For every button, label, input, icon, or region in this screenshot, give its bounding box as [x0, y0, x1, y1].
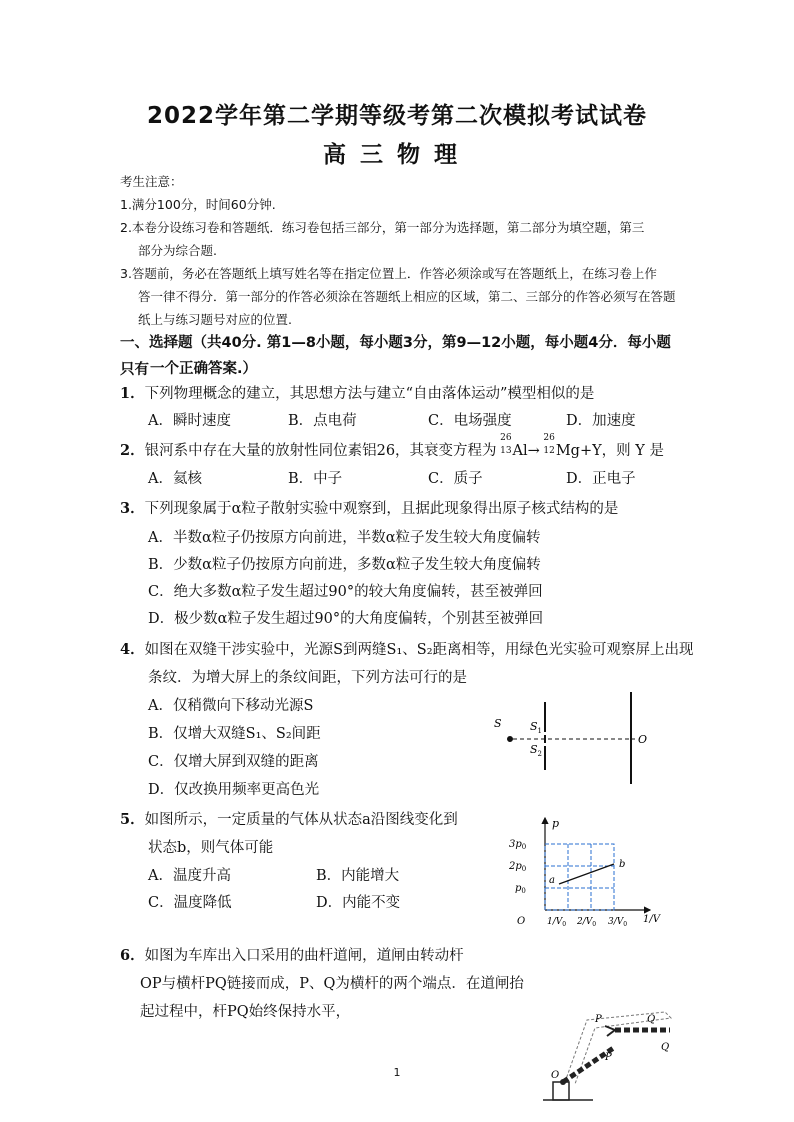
- option-b[interactable]: B．中子: [288, 471, 343, 487]
- label-s2: [530, 743, 542, 758]
- y-tick-2p0-text: 2p: [509, 861, 522, 872]
- label-s1-letter: S: [530, 720, 538, 733]
- x-tick-1v0-text: 1/V: [547, 917, 563, 927]
- notice-item-3: 3.答题前，务必在答题纸上填写姓名等在指定位置上．作答必须涂或写在答题纸上，在练习卷上作: [120, 266, 657, 281]
- option-a[interactable]: A．氦核: [148, 471, 202, 487]
- y-tick-2p0-sub: 0: [521, 865, 527, 873]
- question-1: [120, 380, 594, 408]
- question-number: 5．: [120, 811, 145, 828]
- question-6-stem-cont2: 起过程中，杆PQ始终保持水平，: [140, 1004, 351, 1020]
- question-number: 4．: [120, 641, 145, 658]
- light-source-point: [507, 736, 513, 742]
- al-isotope-indices: [497, 433, 513, 456]
- question-5-options-row1: [148, 862, 399, 890]
- y-tick-p0: [515, 883, 526, 895]
- option-a[interactable]: A．温度升高: [148, 868, 231, 884]
- al-mass-number: 26: [500, 433, 512, 443]
- x-tick-1v0-sub: 0: [562, 921, 567, 928]
- option-b[interactable]: B．少数α粒子仍按原方向前进，多数α粒子发生较大角度偏转: [148, 557, 541, 573]
- section-heading: 一、选择题（共40分. 第1—8小题，每小题3分，第9—12小题，每小题4分．每小题只有: [120, 335, 671, 378]
- x-tick-3v0: [608, 917, 627, 928]
- mg-isotope-indices: [540, 433, 556, 456]
- option-b[interactable]: B．仅增大双缝S₁、S₂间距: [148, 726, 321, 742]
- label-s1: [530, 720, 542, 735]
- mg-symbol-rest: Mg+Y，则 Y 是: [555, 443, 664, 459]
- notice-item-2-cont: 部分为综合题.: [138, 243, 217, 258]
- y-tick-3p0-sub: 0: [521, 843, 527, 851]
- option-d[interactable]: D．内能不变: [316, 895, 401, 911]
- state-line-a-b: [559, 864, 614, 884]
- option-a[interactable]: A．瞬时速度: [148, 413, 231, 429]
- question-stem: 如图所示，一定质量的气体从状态a沿图线变化到: [144, 812, 458, 828]
- y-tick-3p0-text: 3p: [509, 839, 522, 850]
- crossbar-joint: [605, 1026, 615, 1036]
- origin-label: O: [517, 916, 526, 927]
- question-4: [120, 636, 694, 664]
- label-s1-subscript: 1: [537, 727, 543, 735]
- option-b[interactable]: B．内能增大: [316, 868, 400, 884]
- y-tick-3p0: [509, 839, 526, 851]
- question-stem: 下列现象属于α粒子散射实验中观察到，且据此现象得出原子核式结构的是: [144, 501, 619, 517]
- y-tick-2p0: [508, 861, 526, 873]
- question-number: 3．: [120, 500, 145, 517]
- point-a-label: a: [549, 875, 555, 886]
- exam-title: 2022学年第二学期等级考第二次模拟考试试卷: [146, 103, 647, 129]
- question-5: [120, 806, 458, 834]
- label-p: P: [605, 1052, 612, 1063]
- question-stem: 银河系中存在大量的放射性同位素铝26，其衰变方程为: [144, 443, 497, 459]
- question-stem: 如图为车库出入口采用的曲杆道闸，道闸由转动杆: [144, 948, 464, 964]
- al-symbol: Al→: [512, 443, 540, 459]
- y-tick-p0-sub: 0: [521, 887, 526, 895]
- label-o: O: [638, 733, 648, 746]
- x-tick-2v0-sub: 0: [592, 921, 597, 928]
- question-number: 2．: [120, 442, 145, 459]
- question-2: [120, 433, 664, 465]
- notice-item-1: 1.满分100分，时间60分钟.: [120, 197, 276, 212]
- label-s2-letter: S: [530, 743, 538, 756]
- x-tick-2v0-text: 2/V: [577, 917, 593, 927]
- question-stem: 下列物理概念的建立，其思想方法与建立“自由落体运动”模型相似的是: [144, 386, 595, 402]
- page-number: 1: [393, 1066, 401, 1079]
- exam-subtitle: 高三物理: [323, 142, 471, 168]
- question-stem: 如图在双缝干涉实验中，光源S到两缝S₁、S₂距离相等，用绿色光实验可观察屏上出现: [144, 642, 694, 658]
- label-s2-subscript: 2: [537, 750, 543, 758]
- p-v-graph: [505, 812, 670, 937]
- notice-heading: 考生注意：: [120, 174, 183, 189]
- al-atomic-number: 13: [500, 446, 512, 456]
- question-6-stem-cont: OP与横杆PQ链接而成，P、Q为横杆的两个端点．在道闸抬: [140, 976, 524, 992]
- label-s: S: [494, 717, 502, 730]
- label-o: O: [551, 1070, 560, 1081]
- question-2-options: [148, 465, 636, 493]
- notice-item-2: 2.本卷分设练习卷和答题纸．练习卷包括三部分，第一部分为选择题，第二部分为填空题，第三: [120, 220, 645, 235]
- label-q: Q: [661, 1042, 670, 1053]
- option-a[interactable]: A．半数α粒子仍按原方向前进，半数α粒子发生较大角度偏转: [148, 530, 541, 546]
- option-a[interactable]: A．仅稍微向下移动光源S: [148, 698, 314, 714]
- question-number: 1．: [120, 385, 145, 402]
- section-heading-cont: 一个正确答案.）: [150, 361, 258, 377]
- option-d[interactable]: D．极少数α粒子发生超过90°的大角度偏转，个别甚至被弹回: [148, 611, 544, 627]
- mg-atomic-number: 12: [543, 446, 555, 456]
- x-tick-3v0-text: 3/V: [608, 917, 624, 927]
- question-3: [120, 495, 618, 523]
- x-tick-1v0: [547, 917, 566, 928]
- x-tick-3v0-sub: 0: [623, 921, 628, 928]
- y-tick-p0-text: p: [515, 883, 522, 894]
- option-b[interactable]: B．点电荷: [288, 413, 357, 429]
- option-d[interactable]: D．仅改换用频率更高色光: [148, 782, 320, 798]
- option-d[interactable]: D．正电子: [566, 471, 636, 487]
- option-c[interactable]: C．仅增大屏到双缝的距离: [148, 754, 319, 770]
- option-d[interactable]: D．加速度: [566, 413, 636, 429]
- label-p-raised: P: [595, 1014, 602, 1025]
- option-c[interactable]: C．温度降低: [148, 895, 232, 911]
- pivot-o: [560, 1079, 566, 1085]
- option-c[interactable]: C．质子: [428, 471, 483, 487]
- label-q-raised: Q: [647, 1014, 656, 1025]
- notice-item-3-cont2: 纸上与练习题号对应的位置.: [138, 312, 292, 327]
- point-b-label: b: [619, 859, 626, 870]
- question-5-options-row2: [148, 889, 400, 917]
- x-tick-2v0: [576, 917, 596, 928]
- option-c[interactable]: C．绝大多数α粒子发生超过90°的较大角度偏转，甚至被弹回: [148, 584, 543, 600]
- question-4-stem-cont: 条纹．为增大屏上的条纹间距，下列方法可行的是: [148, 670, 467, 686]
- mg-mass-number: 26: [543, 433, 555, 443]
- option-c[interactable]: C．电场强度: [428, 413, 512, 429]
- question-1-options: [148, 407, 636, 435]
- v-axis-label: 1/V: [643, 914, 660, 925]
- gate-figure: [535, 1000, 680, 1108]
- question-5-stem-cont: 状态b，则气体可能: [148, 840, 274, 856]
- question-number: 6．: [120, 947, 145, 964]
- question-6: [120, 942, 464, 970]
- gate-post: [553, 1082, 569, 1100]
- notice-item-3-cont: 答一律不得分．第一部分的作答必须涂在答题纸上相应的区域，第二、三部分的作答必须写在答题: [138, 289, 676, 304]
- double-slit-figure: [485, 690, 675, 790]
- p-axis-label: p: [552, 817, 560, 830]
